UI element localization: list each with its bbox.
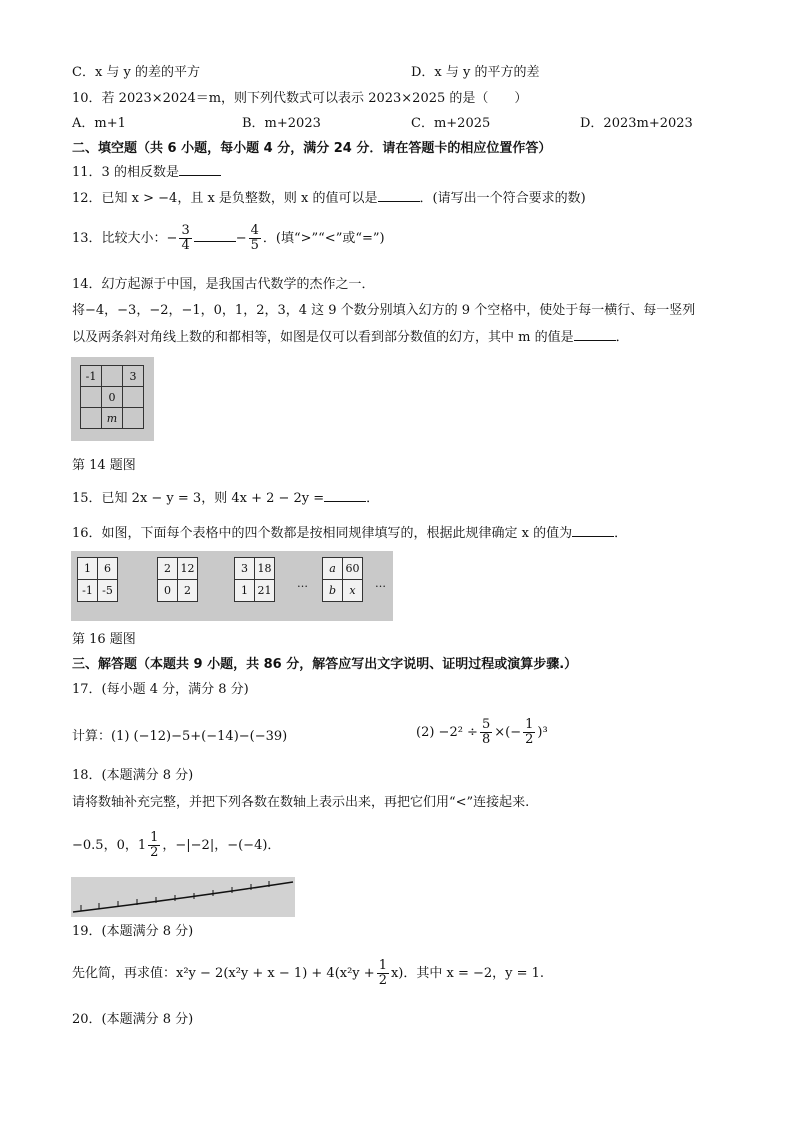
- table-cell: 0: [158, 580, 178, 602]
- q16-ellipsis-1: …: [297, 577, 308, 590]
- table-cell: a: [323, 558, 343, 580]
- magic-cell: 0: [102, 387, 123, 408]
- number-line-figure: [71, 877, 295, 917]
- q19-fraction-num: 1: [378, 958, 387, 973]
- q10-option-d: D．2023m+2023: [580, 116, 693, 131]
- q9-option-c: C．x 与 y 的差的平方: [72, 65, 201, 80]
- q16: [72, 524, 627, 543]
- number-line-svg: [71, 877, 295, 917]
- q13-answer-blank[interactable]: [194, 229, 236, 242]
- q16-figure: [71, 551, 393, 621]
- q19-text-end: x)．其中 x = −2，y = 1.: [390, 966, 545, 981]
- q17-fraction-2: [523, 718, 535, 747]
- q16-caption: 第 16 题图: [72, 632, 136, 647]
- q14-answer-blank[interactable]: [574, 328, 616, 341]
- table-cell: 1: [78, 558, 98, 580]
- q17-part-2: [416, 717, 548, 749]
- q17-part-2-mid: ×(−: [494, 725, 522, 740]
- q15-text: 15．已知 2x − y = 3，则 4x + 2 − 2y =: [72, 491, 325, 506]
- q17-title: 17．(每小题 4 分，满分 8 分): [72, 682, 249, 697]
- q14-caption: 第 14 题图: [72, 458, 136, 473]
- magic-cell: [102, 366, 123, 387]
- q10-option-c: C．m+2025: [411, 116, 491, 131]
- magic-square-figure: [71, 357, 154, 441]
- q18-instruction: 请将数轴补充完整，并把下列各数在数轴上表示出来，再把它们用“<”连接起来.: [72, 795, 530, 810]
- q13-text: 13．比较大小：−: [72, 231, 178, 246]
- q13-fraction-1-num: 3: [181, 223, 190, 238]
- q20-title: 20．(本题满分 8 分): [72, 1012, 194, 1027]
- q19-fraction-den: 2: [378, 973, 387, 988]
- q17-part-2-text: (2) −2² ÷: [416, 725, 478, 740]
- q16-ellipsis-2: …: [375, 577, 386, 590]
- q15: [72, 489, 379, 508]
- q12-answer-blank[interactable]: [378, 189, 420, 202]
- q11-text: 11．3 的相反数是: [72, 165, 179, 180]
- magic-cell: [81, 408, 102, 429]
- q14-line-3: [72, 328, 629, 347]
- q13-fraction-1-den: 4: [181, 238, 190, 253]
- q16-text-end: ．: [614, 526, 628, 541]
- q19-title: 19．(本题满分 8 分): [72, 924, 194, 939]
- q18-numbers-end: ，−|−2|，−(−4)．: [162, 838, 281, 853]
- q17-part-1: 计算：(1) (−12)−5+(−14)−(−39): [72, 729, 288, 744]
- q13-fraction-2-den: 5: [250, 238, 259, 253]
- q18-title: 18．(本题满分 8 分): [72, 768, 194, 783]
- table-cell: 1: [235, 580, 255, 602]
- table-cell: b: [323, 580, 343, 602]
- q17-fraction-2-den: 2: [525, 732, 534, 747]
- q17-fraction-1-den: 8: [481, 732, 491, 747]
- q18-numbers-text: −0.5，0，1: [72, 838, 147, 853]
- magic-cell: 3: [123, 366, 144, 387]
- magic-cell: [123, 408, 144, 429]
- q14-line-1: 14．幻方起源于中国，是我国古代数学的杰作之一．: [72, 277, 375, 292]
- table-cell: 3: [235, 558, 255, 580]
- q17-part-2-end: )³: [537, 725, 548, 740]
- q18-mixed-fraction: [148, 831, 160, 860]
- magic-square-grid: [80, 365, 144, 429]
- q14-line-3-end: ．: [615, 330, 629, 345]
- q16-table-2: [157, 557, 198, 602]
- q13-minus: −: [235, 231, 247, 246]
- q13: [72, 224, 385, 254]
- q19-text: 先化简，再求值：x²y − 2(x²y + x − 1) + 4(x²y +: [72, 966, 375, 981]
- table-cell: 6: [98, 558, 118, 580]
- q14-line-3-text: 以及两条斜对角线上数的和都相等，如图是仅可以看到部分数值的幻方，其中 m 的值是: [72, 330, 574, 345]
- q15-answer-blank[interactable]: [324, 489, 366, 502]
- q16-table-1: [77, 557, 118, 602]
- section-3-heading: 三、解答题（本题共 9 小题，共 86 分，解答应写出文字说明、证明过程或演算步骤.）: [72, 657, 578, 672]
- q15-text-end: ．: [366, 491, 380, 506]
- q17-fraction-1-num: 5: [481, 717, 491, 732]
- table-cell: 60: [343, 558, 363, 580]
- q10-option-b: B．m+2023: [242, 116, 321, 131]
- table-cell: 2: [178, 580, 198, 602]
- q10-stem: 10．若 2023×2024＝m，则下列代数式可以表示 2023×2025 的是（ ）: [72, 91, 528, 106]
- q13-fraction-1: [179, 224, 191, 253]
- q12-text-end: ．(请写出一个符合要求的数): [419, 191, 586, 206]
- magic-cell: [123, 387, 144, 408]
- q19-expression: [72, 958, 544, 990]
- q10-option-a: A．m+1: [72, 116, 126, 131]
- q11: [72, 163, 221, 182]
- magic-cell: m: [102, 408, 123, 429]
- magic-cell: [81, 387, 102, 408]
- section-2-heading: 二、填空题（共 6 小题，每小题 4 分，满分 24 分．请在答题卡的相应位置作答）: [72, 141, 552, 156]
- q13-text-end: ．(填“>”“<”或“=”): [262, 231, 385, 246]
- q13-fraction-2-num: 4: [250, 223, 259, 238]
- q17-fraction-1: [480, 718, 492, 747]
- q13-fraction-2: [249, 224, 261, 253]
- q16-table-3: [234, 557, 275, 602]
- q17-fraction-2-num: 1: [525, 717, 534, 732]
- q14-line-2: 将−4，−3，−2，−1，0，1，2，3，4 这 9 个数分别填入幻方的 9 个空格中，使处于每一横行、每一竖列: [72, 303, 696, 318]
- table-cell: 2: [158, 558, 178, 580]
- q12: [72, 189, 586, 208]
- table-cell: x: [343, 580, 363, 602]
- q18-mixed-num: 1: [150, 830, 159, 845]
- q18-numbers: [72, 830, 280, 862]
- table-cell: 21: [255, 580, 275, 602]
- table-cell: -5: [98, 580, 118, 602]
- q16-answer-blank[interactable]: [572, 524, 614, 537]
- q11-answer-blank[interactable]: [179, 163, 221, 176]
- table-cell: 12: [178, 558, 198, 580]
- table-cell: -1: [78, 580, 98, 602]
- q12-text: 12．已知 x > −4，且 x 是负整数，则 x 的值可以是: [72, 191, 378, 206]
- q16-table-4: [322, 557, 363, 602]
- q18-mixed-den: 2: [150, 845, 159, 860]
- magic-cell: -1: [81, 366, 102, 387]
- q19-fraction: [377, 959, 389, 988]
- q16-text: 16．如图，下面每个表格中的四个数都是按相同规律填写的，根据此规律确定 x 的值为: [72, 526, 573, 541]
- table-cell: 18: [255, 558, 275, 580]
- q9-option-d: D．x 与 y 的平方的差: [411, 65, 540, 80]
- number-line-axis: [73, 882, 293, 912]
